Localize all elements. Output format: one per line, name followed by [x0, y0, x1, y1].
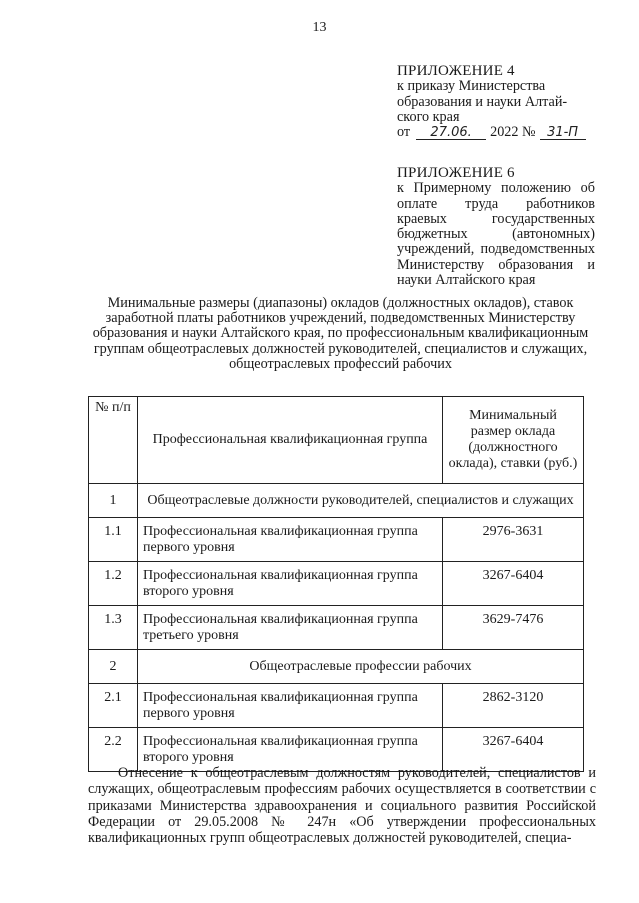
section-number: 1	[89, 484, 138, 518]
table-row	[89, 562, 584, 606]
appendix-6-text: к Примерному положению об оплате труда работников краевых государственных бюджетных (автономных) учреждений, подведомственных Министерству образования и науки Алтайского края	[397, 180, 595, 289]
salary-table	[88, 396, 584, 772]
body-paragraph-text: Отнесение к общеотраслевым должностям руководителей, специалистов и служащих, общеотраслевым профессиям рабочих осуществляется в соответствии с приказами Министерства здравоохранения и социального развития Российской Федерации от 29.05.2008 № 247н «Об утверждении профессиональных квалификационных групп общеотраслевых должностей руководителей, специа-	[88, 765, 596, 847]
row-salary: 3629-7476	[443, 606, 584, 650]
row-group: Профессиональная квалификационная группа второго уровня	[138, 728, 443, 772]
appendix-6-block	[397, 166, 595, 288]
appendix-4-line-1: к приказу Министерства	[397, 78, 546, 95]
order-prefix: от	[397, 124, 411, 141]
header-group: Профессиональная квалификационная группа	[138, 397, 443, 484]
body-paragraph	[88, 765, 596, 846]
row-group: Профессиональная квалификационная группа третьего уровня	[138, 606, 443, 650]
row-salary: 3267-6404	[443, 562, 584, 606]
appendix-6-heading: ПРИЛОЖЕНИЕ 6	[397, 165, 515, 181]
appendix-4-heading: ПРИЛОЖЕНИЕ 4	[397, 63, 515, 79]
header-number: № п/п	[89, 397, 138, 484]
row-group: Профессиональная квалификационная группа первого уровня	[138, 684, 443, 728]
row-salary: 2976-3631	[443, 518, 584, 562]
appendix-4-block	[397, 64, 595, 140]
section-title: Общеотраслевые должности руководителей, специалистов и служащих	[138, 484, 584, 518]
section-row	[89, 484, 584, 518]
row-salary: 3267-6404	[443, 728, 584, 772]
appendix-4-line-3: ского края	[397, 108, 460, 125]
table-row	[89, 684, 584, 728]
row-number: 1.1	[89, 518, 138, 562]
row-number: 1.3	[89, 606, 138, 650]
row-number: 2.2	[89, 728, 138, 772]
order-reference	[397, 125, 595, 140]
section-title: Общеотраслевые профессии рабочих	[138, 650, 584, 684]
row-number: 1.2	[89, 562, 138, 606]
row-salary: 2862-3120	[443, 684, 584, 728]
order-number-handwritten: 31-П	[540, 126, 586, 140]
section-number: 2	[89, 650, 138, 684]
table-row	[89, 606, 584, 650]
header-salary: Минимальный размер оклада (должностного оклада), ставки (руб.)	[443, 397, 584, 484]
page-number: 13	[312, 20, 327, 35]
document-title: Минимальные размеры (диапазоны) окладов (должностных окладов), ставок заработной платы работников учреждений, подведомственных Министерству образования и науки Алтайского края, по профессиональным квалификационным группам общеотраслевых должностей руководителей, специалистов и служащих, общеотраслевых профессий рабочих	[92, 295, 589, 372]
appendix-4-line-2: образования и науки Алтай-	[397, 93, 568, 110]
section-row	[89, 650, 584, 684]
row-number: 2.1	[89, 684, 138, 728]
row-group: Профессиональная квалификационная группа второго уровня	[138, 562, 443, 606]
row-group: Профессиональная квалификационная группа первого уровня	[138, 518, 443, 562]
table-header-row	[89, 397, 584, 484]
table-row	[89, 518, 584, 562]
order-year: 2022 №	[490, 124, 536, 141]
order-date-handwritten: 27.06.	[416, 126, 486, 140]
